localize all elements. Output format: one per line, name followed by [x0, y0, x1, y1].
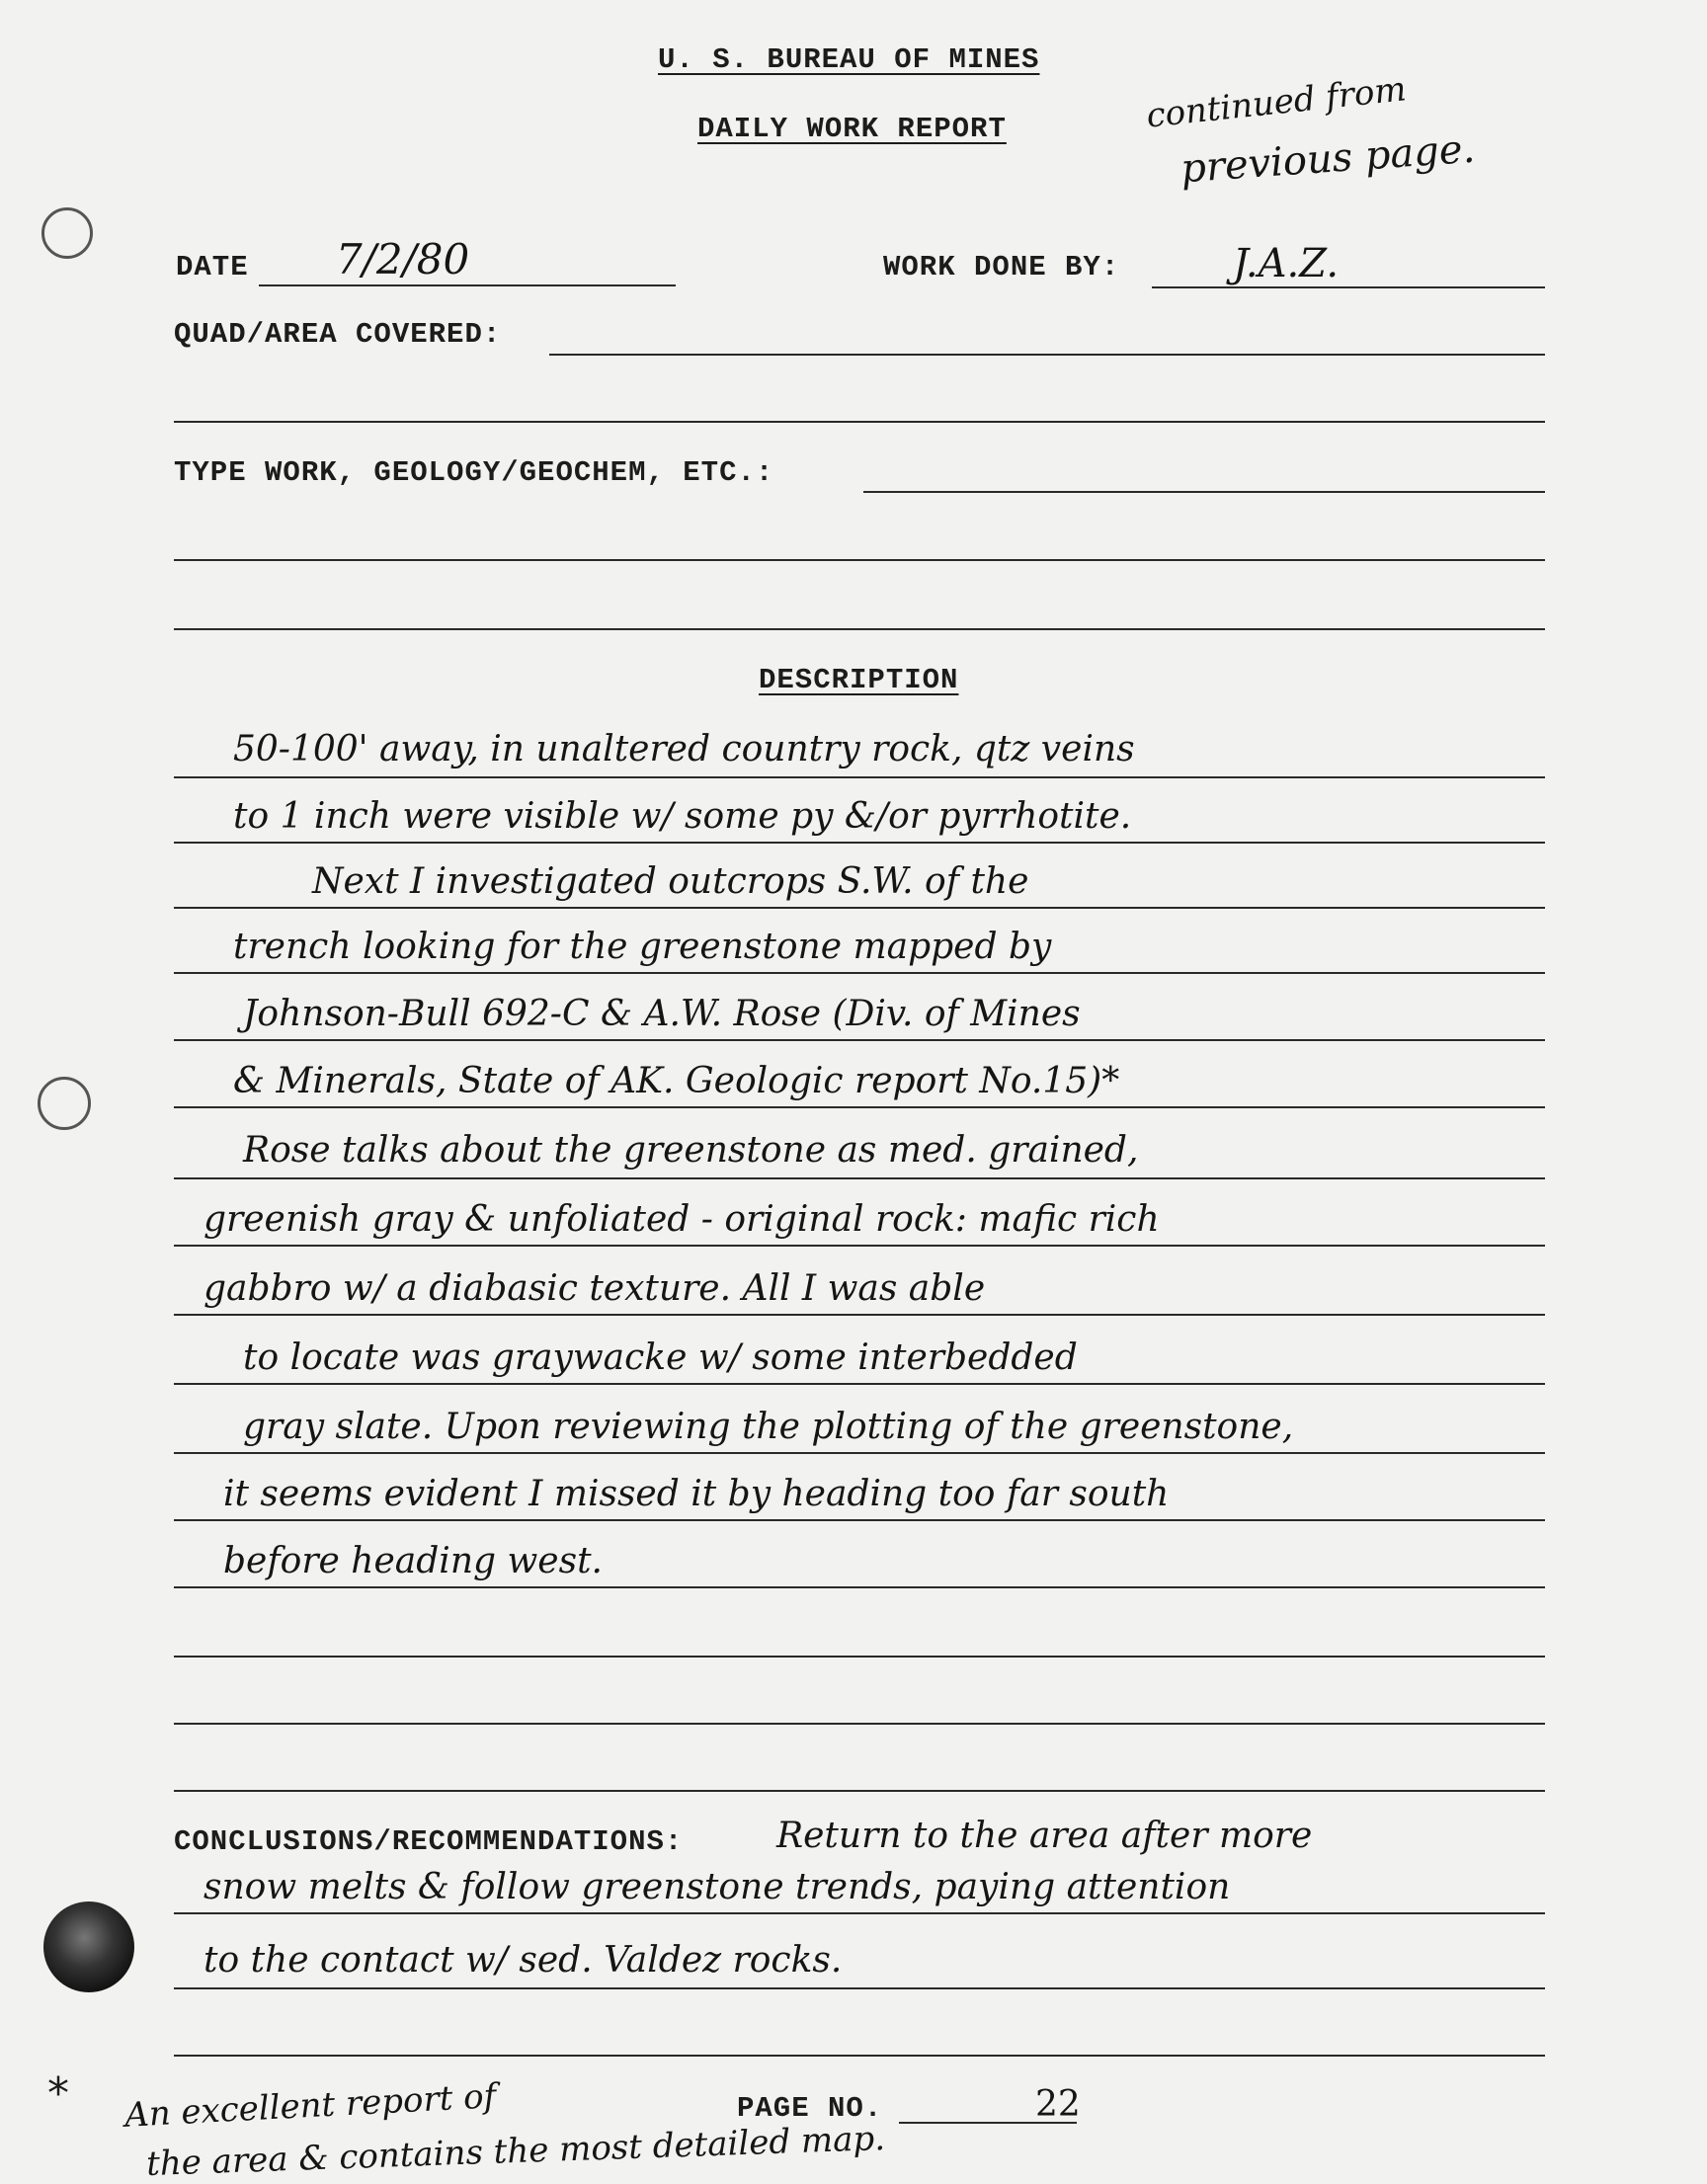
- date-value: 7/2/80: [336, 235, 470, 283]
- conclusions-label: CONCLUSIONS/RECOMMENDATIONS:: [174, 1825, 684, 1858]
- description-line-2: to 1 inch were visible w/ some py &/or pyrrhotite.: [233, 796, 1132, 837]
- description-line-12: it seems evident I missed it by heading too far south: [223, 1474, 1170, 1514]
- description-line-1: 50-100' away, in unaltered country rock, qtz veins: [233, 729, 1135, 769]
- agency-title: U. S. BUREAU OF MINES: [658, 43, 1040, 76]
- description-rule: [174, 1314, 1545, 1316]
- description-rule: [174, 1245, 1545, 1247]
- date-line: [259, 284, 676, 286]
- conclusions-rule: [174, 2055, 1545, 2057]
- work-done-by-label: WORK DONE BY:: [883, 251, 1120, 283]
- description-rule: [174, 1656, 1545, 1658]
- margin-note-line-1: continued from: [1144, 69, 1409, 136]
- description-rule: [174, 1586, 1545, 1588]
- description-rule: [174, 842, 1545, 844]
- description-line-5: Johnson-Bull 692-C & A.W. Rose (Div. of Mines: [243, 994, 1081, 1034]
- description-line-8: greenish gray & unfoliated - original rock: mafic rich: [203, 1199, 1160, 1240]
- punch-hole-bottom: [43, 1901, 134, 1992]
- punch-hole-middle: [38, 1077, 91, 1130]
- work-done-by-value: J.A.Z.: [1233, 241, 1340, 286]
- description-rule: [174, 1383, 1545, 1385]
- footnote-line-2: the area & contains the most detailed map.: [145, 2118, 886, 2184]
- conclusions-line-2: snow melts & follow greenstone trends, paying attention: [203, 1867, 1231, 1907]
- quad-area-line-2: [174, 421, 1545, 423]
- description-rule: [174, 907, 1545, 909]
- conclusions-line-1: Return to the area after more: [776, 1816, 1313, 1856]
- description-rule: [174, 1177, 1545, 1179]
- footnote-line-1: An excellent report of: [123, 2076, 498, 2136]
- work-done-by-line: [1152, 286, 1545, 288]
- type-work-line-1: [863, 491, 1545, 493]
- date-label: DATE: [176, 251, 249, 283]
- quad-area-line-1: [549, 354, 1545, 356]
- description-rule: [174, 776, 1545, 778]
- conclusions-rule: [174, 1987, 1545, 1989]
- description-line-13: before heading west.: [223, 1541, 603, 1581]
- description-line-6: & Minerals, State of AK. Geologic report No.15)*: [233, 1061, 1120, 1101]
- quad-area-label: QUAD/AREA COVERED:: [174, 318, 502, 351]
- description-rule: [174, 1723, 1545, 1725]
- footnote-asterisk: *: [47, 2068, 69, 2119]
- description-rule: [174, 1106, 1545, 1108]
- description-line-11: gray slate. Upon reviewing the plotting of the greenstone,: [243, 1407, 1294, 1447]
- description-rule: [174, 1039, 1545, 1041]
- description-line-7: Rose talks about the greenstone as med. grained,: [243, 1130, 1139, 1171]
- margin-note-line-2: previous page.: [1179, 125, 1477, 193]
- description-rule: [174, 972, 1545, 974]
- page-number-label: PAGE NO.: [737, 2092, 883, 2125]
- conclusions-rule: [174, 1912, 1545, 1914]
- description-rule: [174, 1790, 1545, 1792]
- description-line-4: trench looking for the greenstone mapped by: [233, 927, 1052, 967]
- page-number-value: 22: [1035, 2084, 1081, 2125]
- description-rule: [174, 1452, 1545, 1454]
- description-heading: DESCRIPTION: [759, 664, 959, 696]
- description-line-10: to locate was graywacke w/ some interbedded: [243, 1337, 1078, 1378]
- type-work-label: TYPE WORK, GEOLOGY/GEOCHEM, ETC.:: [174, 456, 774, 489]
- description-line-3: Next I investigated outcrops S.W. of the: [312, 861, 1029, 902]
- type-work-line-2: [174, 559, 1545, 561]
- punch-hole-top: [41, 207, 93, 259]
- description-line-9: gabbro w/ a diabasic texture. All I was able: [203, 1268, 986, 1309]
- type-work-line-3: [174, 628, 1545, 630]
- description-rule: [174, 1519, 1545, 1521]
- report-title: DAILY WORK REPORT: [697, 113, 1007, 145]
- conclusions-line-3: to the contact w/ sed. Valdez rocks.: [203, 1940, 843, 1981]
